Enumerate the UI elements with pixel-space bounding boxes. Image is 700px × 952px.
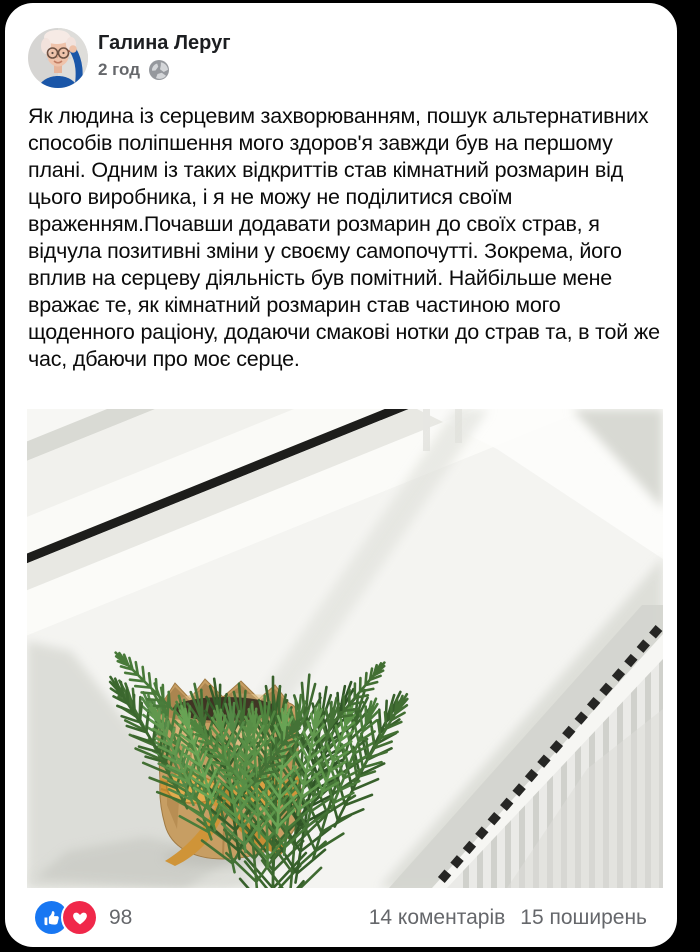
post-meta: [98, 60, 169, 80]
globe-icon: [149, 60, 169, 80]
avatar[interactable]: [28, 28, 88, 88]
post-card: [5, 3, 677, 947]
timestamp[interactable]: 2 год: [98, 60, 140, 79]
author-name[interactable]: Галина Леруг: [98, 32, 231, 54]
post-body: Як людина із серцевим захворюванням, пошук альтернативних способів поліпшення мого здоров'я завжди був на першому плані. Одним із таких відкриттів став кімнатний розмарин від цього виробника, і я не можу не поділитися своїм враженням.Почавши додавати розмарин до своїх страв, я відчула позитивні зміни у своєму самопочутті. Зокрема, його вплив на серцеву діяльність був помітний. Найбільше мене вражає те, як кімнатний розмарин став частиною мого щоденного раціону, додаючи смакові нотки до страв та, в той же час, дбаючи про моє серце.: [28, 104, 660, 371]
reactions-summary[interactable]: [35, 901, 96, 934]
post-footer: [5, 888, 677, 947]
shares-link[interactable]: 15 поширень: [520, 905, 647, 929]
post-photo[interactable]: [27, 409, 663, 888]
reaction-count[interactable]: 98: [109, 905, 133, 929]
rosemary-plant-illustration: [27, 409, 663, 888]
comments-link[interactable]: 14 коментарів: [368, 905, 506, 929]
love-icon[interactable]: [63, 901, 96, 934]
avatar-illustration: [28, 28, 88, 88]
